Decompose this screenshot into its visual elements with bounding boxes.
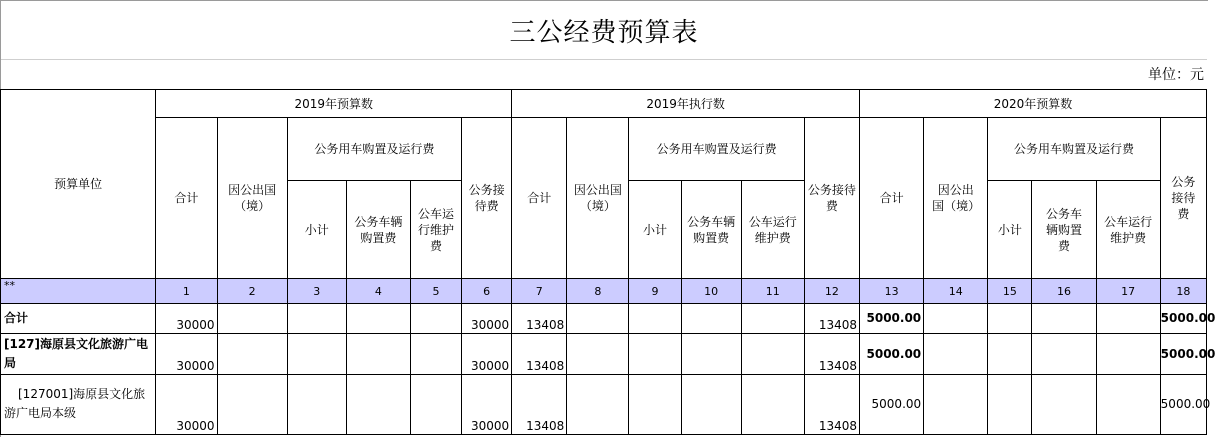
cell-empty [567, 375, 629, 435]
header-purchase: 公务车辆购置费 [681, 181, 741, 279]
cell-empty [287, 304, 346, 334]
cell-empty [988, 334, 1032, 375]
cell-empty [1096, 375, 1160, 435]
index-number: 2 [217, 279, 287, 304]
header-unit: 预算单位 [1, 90, 156, 279]
cell-empty [629, 334, 681, 375]
cell-value: 30000 [462, 334, 512, 375]
cell-empty [1096, 334, 1160, 375]
cell-empty [410, 334, 461, 375]
header-total: 合计 [512, 118, 567, 279]
cell-empty [217, 334, 287, 375]
cell-empty [346, 375, 410, 435]
cell-value: 13408 [512, 334, 567, 375]
header-total: 合计 [860, 118, 924, 279]
cell-empty [567, 334, 629, 375]
header-group-2019-actual: 2019年执行数 [512, 90, 860, 118]
cell-empty [567, 304, 629, 334]
cell-value: 13408 [512, 304, 567, 334]
cell-value: 5000.00 [860, 334, 924, 375]
cell-empty [1032, 375, 1096, 435]
cell-empty [741, 375, 804, 435]
header-reception: 公务接待费 [462, 118, 512, 279]
index-number: 7 [512, 279, 567, 304]
header-vehicle-group: 公务用车购置及运行费 [287, 118, 461, 181]
header-run: 公车运行维护费 [741, 181, 804, 279]
header-subtotal: 小计 [988, 181, 1032, 279]
index-number: 1 [156, 279, 217, 304]
cell-empty [924, 375, 988, 435]
cell-value: 13408 [804, 375, 859, 435]
header-reception: 公务接待费 [1160, 118, 1206, 279]
cell-value: 5000.00 [1160, 375, 1206, 435]
index-number: 12 [804, 279, 859, 304]
index-number: 6 [462, 279, 512, 304]
cell-empty [287, 375, 346, 435]
cell-empty [1032, 304, 1096, 334]
header-overseas: 因公出国（境） [567, 118, 629, 279]
cell-value: 30000 [156, 334, 217, 375]
cell-empty [217, 375, 287, 435]
cell-value: 30000 [462, 375, 512, 435]
page-title: 三公经费预算表 [1, 1, 1207, 60]
header-reception: 公务接待费 [804, 118, 859, 279]
header-total: 合计 [156, 118, 217, 279]
cell-value: 5000.00 [1160, 334, 1206, 375]
table-row [1, 375, 1207, 435]
cell-value: 30000 [156, 375, 217, 435]
cell-empty [924, 304, 988, 334]
cell-value: 13408 [512, 375, 567, 435]
header-group-2019-budget: 2019年预算数 [156, 90, 512, 118]
cell-value: 30000 [156, 304, 217, 334]
cell-empty [287, 334, 346, 375]
index-marker: ** [1, 279, 156, 304]
header-subtotal: 小计 [629, 181, 681, 279]
cell-value: 13408 [804, 304, 859, 334]
row-name: 合计 [1, 304, 156, 334]
header-vehicle-group: 公务用车购置及运行费 [629, 118, 804, 181]
row-name: [127001]海原县文化旅游广电局本级 [1, 375, 156, 435]
cell-empty [681, 334, 741, 375]
index-number: 14 [924, 279, 988, 304]
cell-empty [346, 304, 410, 334]
index-number: 5 [410, 279, 461, 304]
cell-value: 5000.00 [860, 304, 924, 334]
cell-empty [681, 375, 741, 435]
index-number: 17 [1096, 279, 1160, 304]
header-subtotal: 小计 [287, 181, 346, 279]
index-number: 8 [567, 279, 629, 304]
cell-empty [741, 304, 804, 334]
header-overseas: 因公出国（境） [217, 118, 287, 279]
cell-empty [346, 334, 410, 375]
header-group-2020-budget: 2020年预算数 [860, 90, 1207, 118]
index-number: 9 [629, 279, 681, 304]
row-name: [127]海原县文化旅游广电局 [1, 334, 156, 375]
cell-empty [741, 334, 804, 375]
header-run: 公车运行维护费 [410, 181, 461, 279]
cell-empty [629, 375, 681, 435]
header-purchase: 公务车辆购置费 [346, 181, 410, 279]
cell-value: 5000.00 [860, 375, 924, 435]
index-number: 16 [1032, 279, 1096, 304]
header-purchase: 公务车辆购置费 [1032, 181, 1096, 279]
index-number: 15 [988, 279, 1032, 304]
table-row [1, 304, 1207, 334]
unit-label: 单位：元 [1148, 67, 1204, 83]
cell-empty [410, 375, 461, 435]
cell-value: 5000.00 [1160, 304, 1206, 334]
header-run: 公车运行维护费 [1096, 181, 1160, 279]
index-number: 13 [860, 279, 924, 304]
index-number: 4 [346, 279, 410, 304]
index-number: 3 [287, 279, 346, 304]
header-vehicle-group: 公务用车购置及运行费 [988, 118, 1160, 181]
cell-empty [217, 304, 287, 334]
index-number: 10 [681, 279, 741, 304]
header-overseas: 因公出国（境） [924, 118, 988, 279]
cell-empty [410, 304, 461, 334]
cell-empty [1032, 334, 1096, 375]
cell-value: 13408 [804, 334, 859, 375]
cell-empty [988, 304, 1032, 334]
cell-empty [924, 334, 988, 375]
cell-empty [1096, 304, 1160, 334]
table-row [1, 334, 1207, 375]
cell-empty [988, 375, 1032, 435]
cell-empty [681, 304, 741, 334]
cell-value: 30000 [462, 304, 512, 334]
index-number: 11 [741, 279, 804, 304]
index-number: 18 [1160, 279, 1206, 304]
cell-empty [629, 304, 681, 334]
budget-table [0, 89, 1215, 435]
